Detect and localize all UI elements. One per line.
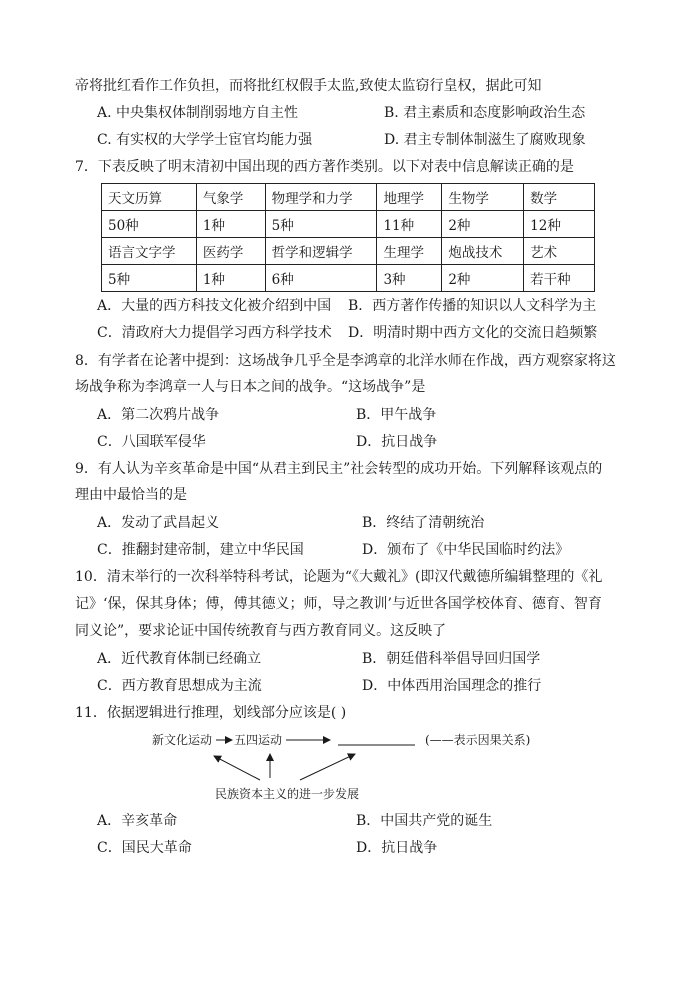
q6-stem-continuation: 帝将批红看作工作负担，而将批红权假手太监,致使太监窃行皇权，据此可知 [75, 78, 542, 94]
q7-option-b[interactable]: B．西方著作传播的知识以人文科学为主 [348, 298, 597, 314]
q11-causal-diagram [140, 730, 560, 805]
q7-option-a[interactable]: A．大量的西方科技文化被介绍到中国 [97, 298, 332, 314]
table-cell: 地理学 [377, 184, 442, 211]
table-cell: 生物学 [442, 184, 524, 211]
q10-option-d[interactable]: D．中体西用治国理念的推行 [362, 678, 542, 694]
diagram-arrow [300, 754, 355, 780]
diagram-arrow [214, 756, 260, 780]
q10-stem-line3: 同义论”，要求论证中国传统教育与西方教育同义。这反映了 [75, 623, 447, 639]
table-cell: 11种 [377, 211, 442, 238]
q6-option-b[interactable]: B. 君主素质和态度影响政治生态 [384, 105, 586, 121]
q7-stem: 7．下表反映了明末清初中国出现的西方著作类别。以下对表中信息解读正确的是 [75, 159, 574, 175]
q6-option-a[interactable]: A. 中央集权体制削弱地方自主性 [97, 105, 299, 121]
table-cell: 2种 [442, 265, 524, 292]
q11-option-a[interactable]: A．辛亥革命 [97, 813, 178, 829]
table-cell: 物理学和力学 [265, 184, 377, 211]
table-cell: 炮战技术 [442, 238, 524, 265]
q7-table [101, 183, 595, 292]
table-cell: 1种 [196, 211, 265, 238]
diagram-node-national-capitalism: 民族资本主义的进一步发展 [215, 787, 360, 801]
q10-stem-line1: 10．清末举行的一次科举特科考试，论题为“《大戴礼》(即汉代戴德所编辑整理的《礼 [75, 569, 603, 585]
q8-option-c[interactable]: C．八国联军侵华 [97, 434, 206, 450]
q10-option-b[interactable]: B．朝廷借科举倡导回归国学 [362, 651, 541, 667]
table-cell: 语言文字学 [102, 238, 197, 265]
q9-stem-line2: 理由中最恰当的是 [75, 487, 187, 503]
table-row [102, 211, 595, 238]
table-cell: 5种 [265, 211, 377, 238]
diagram-node-new-culture-movement: 新文化运动 [152, 733, 213, 747]
table-row [102, 238, 595, 265]
table-cell: 数学 [524, 184, 595, 211]
q7-option-c[interactable]: C．清政府大力提倡学习西方科学技术 [97, 325, 332, 341]
table-cell: 艺术 [524, 238, 595, 265]
table-cell: 3种 [377, 265, 442, 292]
table-row [102, 265, 595, 292]
table-cell: 医药学 [196, 238, 265, 265]
q8-stem-line2: 场战争称为李鸿章一人与日本之间的战争。“这场战争”是 [75, 379, 426, 395]
q10-option-c[interactable]: C．西方教育思想成为主流 [97, 678, 262, 694]
q8-option-b[interactable]: B．甲午战争 [356, 407, 437, 423]
q9-option-c[interactable]: C．推翻封建帝制，建立中华民国 [97, 542, 304, 558]
diagram-node-may-fourth-movement: 五四运动 [234, 733, 283, 747]
q9-option-b[interactable]: B．终结了清朝统治 [362, 515, 485, 531]
table-cell: 哲学和逻辑学 [265, 238, 377, 265]
table-row [102, 184, 595, 211]
q9-option-a[interactable]: A．发动了武昌起义 [97, 515, 220, 531]
q11-option-c[interactable]: C．国民大革命 [97, 840, 192, 856]
q10-stem-line2: 记》‘保，保其身体；傅，傅其德义；师，导之教训’与近世各国学校体育、德育、智育 [75, 596, 602, 612]
table-cell: 生理学 [377, 238, 442, 265]
q8-option-d[interactable]: D．抗日战争 [356, 434, 438, 450]
table-cell: 天文历算 [102, 184, 197, 211]
diagram-legend: (——表示因果关系) [425, 733, 531, 747]
q9-stem-line1: 9．有人认为辛亥革命是中国“从君主到民主”社会转型的成功开始。下列解释该观点的 [75, 461, 603, 477]
q6-option-d[interactable]: D. 君主专制体制滋生了腐败现象 [384, 132, 586, 148]
table-cell: 若干种 [524, 265, 595, 292]
table-cell: 12种 [524, 211, 595, 238]
table-cell: 1种 [196, 265, 265, 292]
q8-stem-line1: 8．有学者在论著中提到：这场战争几乎全是李鸿章的北洋水师在作战，西方观察家将这 [75, 353, 616, 369]
q10-option-a[interactable]: A．近代教育体制已经确立 [97, 651, 262, 667]
q11-option-b[interactable]: B．中国共产党的诞生 [356, 813, 493, 829]
q7-option-d[interactable]: D．明清时期中西方文化的交流日趋频繁 [348, 325, 598, 341]
table-cell: 2种 [442, 211, 524, 238]
table-cell: 气象学 [196, 184, 265, 211]
q11-stem: 11．依据逻辑进行推理，划线部分应该是( ) [75, 705, 347, 721]
table-cell: 6种 [265, 265, 377, 292]
q6-option-c[interactable]: C. 有实权的大学学士宦官均能力强 [97, 132, 313, 148]
q8-option-a[interactable]: A．第二次鸦片战争 [97, 407, 220, 423]
table-cell: 5种 [102, 265, 197, 292]
q9-option-d[interactable]: D．颁布了《中华民国临时约法》 [362, 542, 570, 558]
table-cell: 50种 [102, 211, 197, 238]
q11-option-d[interactable]: D．抗日战争 [356, 840, 438, 856]
